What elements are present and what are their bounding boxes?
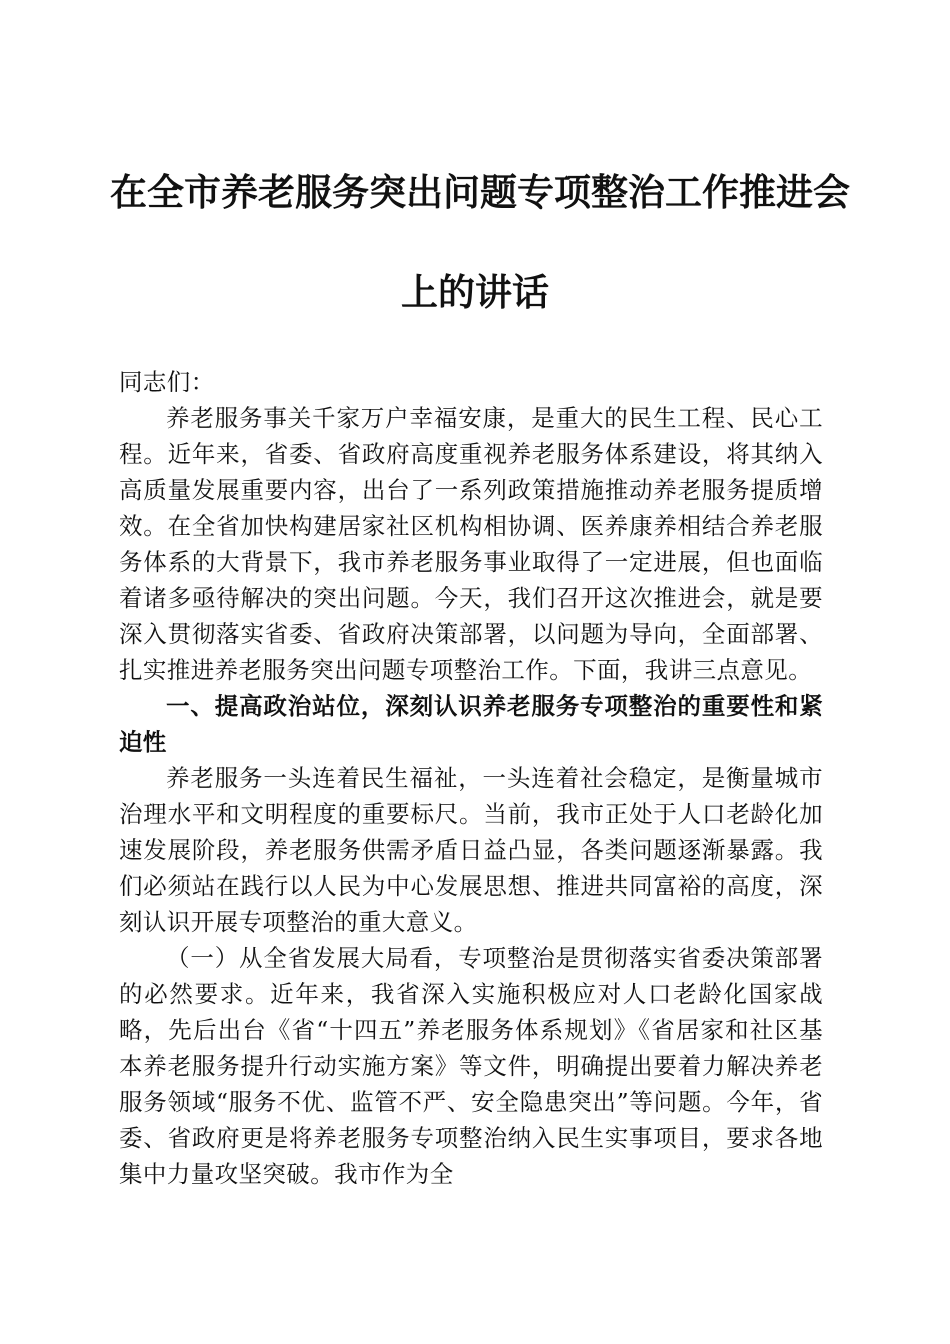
paragraph-intro: 养老服务事关千家万户幸福安康，是重大的民生工程、民心工程。近年来，省委、省政府高度重视养老服务体系建设，将其纳入高质量发展重要内容，出台了一系列政策措施推动养老服务提质增效。在全省加快构建居家社区机构相协调、医养康养相结合养老服务体系的大背景下，我市养老服务事业取得了一定进展，但也面临着诸多亟待解决的突出问题。今天，我们召开这次推进会，就是要深入贯彻落实省委、省政府决策部署，以问题为导向，全面部署、扎实推进养老服务突出问题专项整治工作。下面，我讲三点意见。	[119, 404, 823, 684]
title-line-2: 上的讲话	[401, 270, 549, 314]
document-body	[119, 364, 823, 1192]
salutation: 同志们：	[119, 368, 215, 396]
title-line-1: 在全市养老服务突出问题专项整治工作推进会	[110, 170, 850, 214]
paragraph-section1-intro: 养老服务一头连着民生福祉，一头连着社会稳定，是衡量城市治理水平和文明程度的重要标尺。当前，我市正处于人口老龄化加速发展阶段，养老服务供需矛盾日益凸显，各类问题逐渐暴露。我们必须站在践行以人民为中心发展思想、推进共同富裕的高度，深刻认识开展专项整治的重大意义。	[119, 764, 823, 936]
document-title	[110, 142, 850, 342]
section-heading-1: 一、提高政治站位，深刻认识养老服务专项整治的重要性和紧迫性	[119, 692, 823, 756]
paragraph-subsection-1: （一）从全省发展大局看，专项整治是贯彻落实省委决策部署的必然要求。近年来，我省深入实施积极应对人口老龄化国家战略，先后出台《省“十四五”养老服务体系规划》《省居家和社区基本养老服务提升行动实施方案》等文件，明确提出要着力解决养老服务领域“服务不优、监管不严、安全隐患突出”等问题。今年，省委、省政府更是将养老服务专项整治纳入民生实事项目，要求各地集中力量攻坚突破。我市作为全	[119, 944, 823, 1188]
